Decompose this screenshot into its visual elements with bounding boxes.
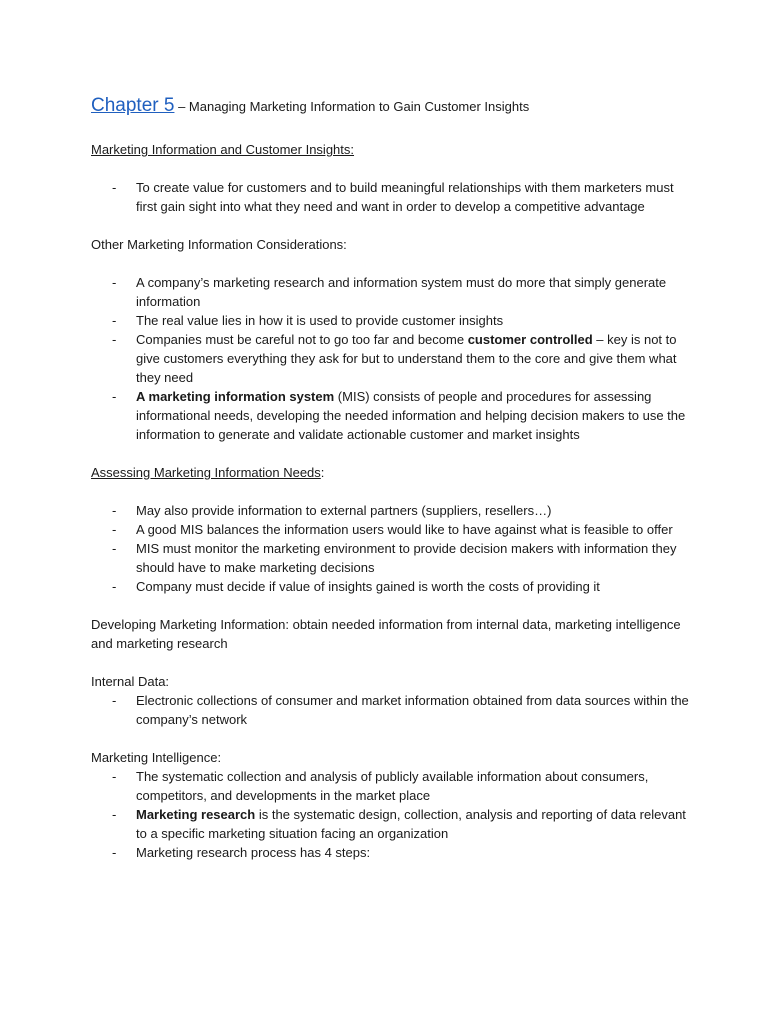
dash-bullet: - bbox=[112, 769, 117, 784]
section-heading: Other Marketing Information Considerations: bbox=[91, 237, 347, 252]
section-heading: Marketing Information and Customer Insights: bbox=[91, 142, 355, 157]
paragraph: Developing Marketing Information: obtain needed information from internal data, marketing intelligence and marketing research bbox=[91, 617, 681, 651]
section-heading-suffix: : bbox=[320, 465, 325, 480]
list-item-text: The systematic collection and analysis of publicly available information about consumers, competitors, and developments in the market place bbox=[136, 769, 649, 803]
bullet-list bbox=[91, 273, 691, 444]
bullet-list bbox=[91, 501, 691, 596]
list-item bbox=[91, 843, 691, 862]
list-item bbox=[91, 330, 691, 387]
dash-bullet: - bbox=[112, 180, 117, 195]
bold-term: A marketing information system bbox=[136, 389, 335, 404]
bullet-list bbox=[91, 178, 691, 216]
list-item-text: A company’s marketing research and information system must do more that simply generate information bbox=[136, 275, 667, 309]
dash-bullet: - bbox=[112, 541, 117, 556]
dash-bullet: - bbox=[112, 389, 117, 404]
dash-bullet: - bbox=[112, 313, 117, 328]
list-item bbox=[91, 520, 691, 539]
list-item-text: MIS must monitor the marketing environment to provide decision makers with information they should have to make marketing decisions bbox=[136, 541, 677, 575]
list-item-text: To create value for customers and to build meaningful relationships with them marketers must first gain sight into what they need and want in order to develop a competitive advantage bbox=[136, 180, 674, 214]
list-item bbox=[91, 387, 691, 444]
dash-bullet: - bbox=[112, 503, 117, 518]
list-item bbox=[91, 178, 691, 216]
dash-bullet: - bbox=[112, 275, 117, 290]
dash-bullet: - bbox=[112, 332, 117, 347]
section-heading: Internal Data: bbox=[91, 674, 170, 689]
section-heading: Marketing Intelligence: bbox=[91, 750, 222, 765]
list-item-text-post: (MIS) consists of people and procedures for assessing informational needs, developing the needed information and helping decision makers to use the information to generate and validate actionable customer and market insights bbox=[136, 389, 686, 442]
list-item bbox=[91, 273, 691, 311]
chapter-subtitle: – Managing Marketing Information to Gain Customer Insights bbox=[174, 99, 530, 114]
chapter-link[interactable]: Chapter 5 bbox=[91, 95, 175, 116]
dash-bullet: - bbox=[112, 845, 117, 860]
list-item-text: May also provide information to external partners (suppliers, resellers…) bbox=[136, 503, 552, 518]
list-item bbox=[91, 805, 691, 843]
section-heading-text: Assessing Marketing Information Needs bbox=[91, 465, 321, 480]
document-page bbox=[91, 92, 691, 881]
list-item bbox=[91, 501, 691, 520]
list-item-text: The real value lies in how it is used to provide customer insights bbox=[136, 313, 504, 328]
bold-term: Marketing research bbox=[136, 807, 256, 822]
list-item bbox=[91, 767, 691, 805]
list-item-text: Marketing research process has 4 steps: bbox=[136, 845, 371, 860]
list-item bbox=[91, 311, 691, 330]
section-heading bbox=[91, 463, 691, 482]
chapter-title bbox=[91, 92, 691, 121]
list-item-text: A good MIS balances the information users would like to have against what is feasible to offer bbox=[136, 522, 673, 537]
list-item bbox=[91, 577, 691, 596]
dash-bullet: - bbox=[112, 522, 117, 537]
bold-term: customer controlled bbox=[467, 332, 593, 347]
list-item bbox=[91, 539, 691, 577]
dash-bullet: - bbox=[112, 807, 117, 822]
list-item-text-pre: Companies must be careful not to go too far and become bbox=[136, 332, 468, 347]
list-item-text: Company must decide if value of insights gained is worth the costs of providing it bbox=[136, 579, 600, 594]
list-item-text-post: – key is not to give customers everything they ask for but to understand them to the core and give them what they need bbox=[136, 332, 677, 385]
list-item bbox=[91, 691, 691, 729]
list-item-text-post: is the systematic design, collection, analysis and reporting of data relevant to a specific marketing situation facing an organization bbox=[136, 807, 686, 841]
dash-bullet: - bbox=[112, 693, 117, 708]
dash-bullet: - bbox=[112, 579, 117, 594]
bullet-list bbox=[91, 691, 691, 729]
list-item-text: Electronic collections of consumer and market information obtained from data sources within the company’s network bbox=[136, 693, 689, 727]
bullet-list bbox=[91, 767, 691, 862]
